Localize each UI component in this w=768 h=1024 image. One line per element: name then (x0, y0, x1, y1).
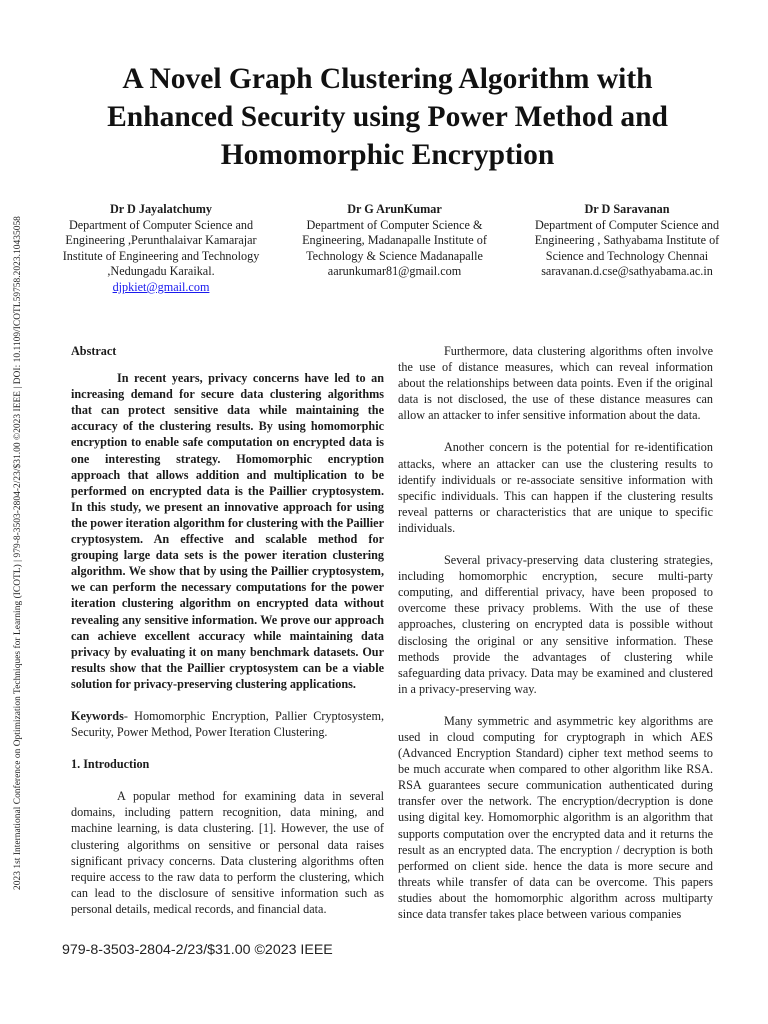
author-affiliation: Department of Computer Science & Engineering, Madanapalle Institute of Technology & Science Madanapalle (302, 217, 487, 263)
author-email-link[interactable]: djpkiet@gmail.com (112, 279, 210, 294)
author-name: Dr D Jayalatchumy (109, 202, 212, 216)
abstract-heading: Abstract (71, 344, 117, 358)
right-column (398, 343, 713, 922)
sidebar-citation-text: 2023 1st International Conference on Optimization Techniques for Learning (ICOTL) | 979-8-3503-2804-2/23/$31.00 ©2023 IEEE | DOI: 10.1109/ICOTL59758.2023.10435058 (13, 216, 23, 890)
intro-paragraph-5: Many symmetric and asymmetric key algorithms are used in cloud computing for cryptograph in which AES (Advanced Encryption Standard) cipher text method seems to be much accurate when compared to other algorithm like RSA. RSA guarantees secure communication authenticated during transfer over the network. The encryption/decryption is done using digital key. Homomorphic algorithm is an algorithm that supports computation over the encrypted data and it returns the result as an encrypted data. The encryption / decryption is both performed on client side. hence the data is more secure and threats while transfer of data can be overcome. This papers studies about the homomorphic algorithm across multiparty since data transfer takes place between various companies (398, 713, 713, 921)
intro-paragraph-4: Several privacy-preserving data clustering strategies, including homomorphic encryption, secure multi-party computing, and differential privacy, have been proposed to overcome these privacy problems. With the use of these approaches, clustering on encrypted data is possible without disclosing the original or any sensitive information. These methods provide the advantages of clustering while safeguarding data privacy. Data may be examined and clustered in a privacy-preserving way. (398, 553, 713, 696)
abstract-body: In recent years, privacy concerns have led to an increasing demand for secure data clustering algorithms that can protect sensitive data while maintaining the accuracy of the clustering results. By using homomorphic encryption to enable safe computation on encrypted data is one interesting strategy. Homomorphic encryption approach that allows addition and multiplication to be performed on encrypted data is the Paillier cryptosystem. In this study, we present an innovative approach for using the power iteration algorithm for clustering with the Paillier cryptosystem. An effective and scalable method for grouping large data sets is the power iteration clustering algorithm. We show that by using the Paillier cryptosystem, we can perform the necessary computations for the power iteration clustering algorithm on encrypted data without revealing any sensitive information. We prove our approach can achieve excellent accuracy while maintaining data privacy by evaluating it on many benchmark datasets. Our results show that the Paillier cryptosystem can be a viable solution for privacy-preserving clustering applications. (71, 371, 384, 691)
author-1 (50, 202, 272, 296)
keywords-text: - Homomorphic Encryption, Pallier Cryptosystem, Security, Power Method, Power Iteration Clustering. (71, 708, 384, 740)
sidebar-citation (11, 140, 25, 890)
author-name: Dr D Saravanan (584, 202, 670, 216)
author-affiliation: Department of Computer Science and Engineering ,Perunthalaivar Kamarajar Institute of Engineering and Technology ,Nedungadu Karaikal. (62, 217, 260, 279)
keywords (71, 708, 384, 740)
left-column (71, 343, 384, 917)
intro-paragraph-1: A popular method for examining data in several domains, including pattern recognition, data mining, and machine learning, is data clustering. [1]. However, the use of clustering algorithms on sensitive or personal data raises significant privacy concerns. Data clustering algorithms often require access to the raw data to perform the clustering, which can lead to the disclosure of sensitive information such as personal details, medical records, and financial data. (71, 789, 384, 916)
paper-title: A Novel Graph Clustering Algorithm with Enhanced Security using Power Method and Homomorphic Encryption (107, 63, 668, 171)
intro-paragraph-2: Furthermore, data clustering algorithms often involve the use of distance measures, which can reveal information about the relationships between data points. Even if the original data is not disclosed, the use of these distance measures can allow an attacker to infer sensitive information about the data. (398, 344, 713, 423)
author-email: aarunkumar81@gmail.com (327, 264, 462, 279)
keywords-label: Keywords (71, 708, 124, 723)
author-affiliation: Department of Computer Science and Engineering , Sathyabama Institute of Science and Technology Chennai (534, 217, 720, 263)
author-email: saravanan.d.cse@sathyabama.ac.in (541, 264, 713, 279)
author-2 (287, 202, 502, 280)
section-heading-introduction: 1. Introduction (71, 757, 150, 772)
copyright-footer: 979-8-3503-2804-2/23/$31.00 ©2023 IEEE (62, 942, 333, 958)
intro-paragraph-3: Another concern is the potential for re-identification attacks, where an attacker can use the clustering results to identify individuals or re-associate sensitive information with specific individuals. This can happen if the clustering results reveal patterns or characteristics that are unique to specific individuals. (398, 440, 713, 535)
author-3 (516, 202, 738, 280)
author-name: Dr G ArunKumar (347, 202, 442, 216)
